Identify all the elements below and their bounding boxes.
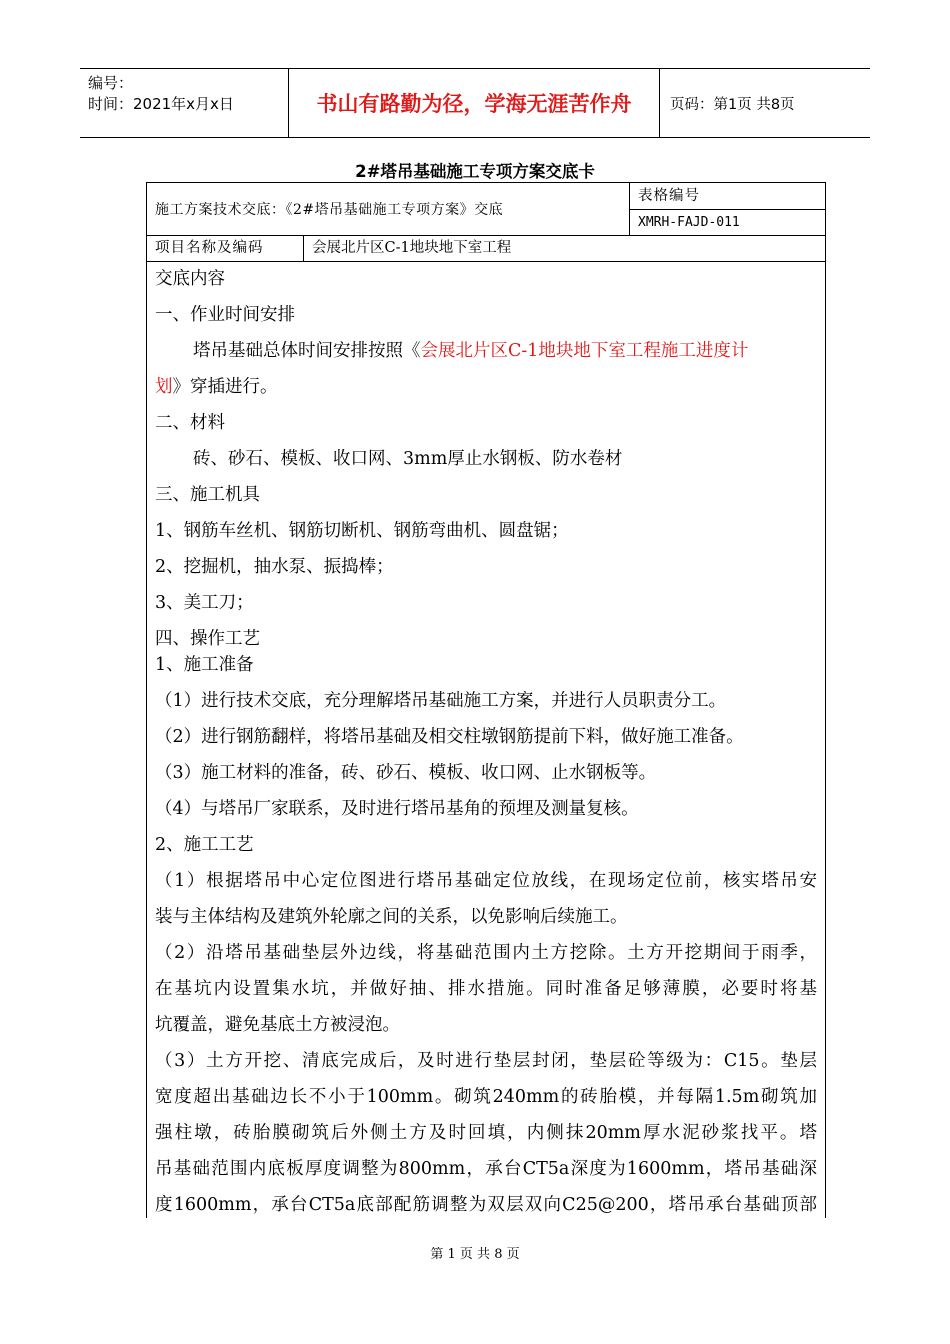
- paragraph-line: （3）土方开挖、清底完成后，及时进行垫层封闭，垫层砼等级为：C15。垫层: [155, 1051, 817, 1071]
- list-item: （1）进行技术交底，充分理解塔吊基础施工方案，并进行人员职责分工。: [155, 691, 727, 711]
- document-title: 2#塔吊基础施工专项方案交底卡: [355, 162, 595, 181]
- scheme-label: 施工方案技术交底：《2#塔吊基础施工专项方案》交底: [147, 183, 630, 235]
- list-item: （3）施工材料的准备，砖、砂石、模板、收口网、止水钢板等。: [155, 763, 657, 783]
- project-label: 项目名称及编码: [147, 235, 304, 261]
- paragraph-line: 在基坑内设置集水坑，并做好抽、排水措施。同时准备足够薄膜，必要时将基: [155, 979, 817, 999]
- content-heading: 交底内容: [155, 269, 225, 289]
- subsection-heading: 1、施工准备: [155, 655, 254, 675]
- header-motto: 书山有路勤为径，学海无涯苦作舟: [289, 69, 660, 137]
- paragraph-line: 砖、砂石、模板、收口网、3mm厚止水钢板、防水卷材: [193, 449, 623, 469]
- list-item: 3、美工刀；: [155, 593, 254, 613]
- briefing-table: [146, 182, 826, 1218]
- list-item: 2、挖掘机，抽水泵、振捣棒；: [155, 557, 394, 577]
- paragraph-line: 宽度超出基础边长不小于100mm。砌筑240mm的砖胎模，并每隔1.5m砌筑加: [155, 1087, 817, 1107]
- paragraph-line: 度1600mm，承台CT5a底部配筋调整为双层双向C25@200，塔吊承台基础顶部: [155, 1195, 817, 1215]
- section-heading: 一、作业时间安排: [155, 305, 295, 325]
- page-footer: 第 1 页 共 8 页: [430, 1247, 520, 1262]
- list-item: （2）进行钢筋翻样，将塔吊基础及相交柱墩钢筋提前下料，做好施工准备。: [155, 727, 744, 747]
- time-label: 时间：2021年x月x日: [88, 95, 234, 113]
- paragraph-line: 坑覆盖，避免基底土方被浸泡。: [155, 1015, 400, 1035]
- paragraph-line: 吊基础范围内底板厚度调整为800mm，承台CT5a深度为1600mm，塔吊基础深: [155, 1159, 817, 1179]
- form-number-value: XMRH-FAJD-011: [638, 215, 740, 230]
- project-row: [147, 235, 825, 262]
- paragraph-line: 装与主体结构及建筑外轮廓之间的关系，以免影响后续施工。: [155, 907, 628, 927]
- schedule-reference: 会展北片区C-1地块地下室工程施工进度计: [420, 341, 749, 361]
- section-heading: 二、材料: [155, 413, 225, 433]
- section-heading: 三、施工机具: [155, 485, 260, 505]
- project-value: 会展北片区C-1地块地下室工程: [312, 240, 512, 256]
- header-meta: [80, 69, 289, 137]
- header-page-info: 页码：第1页 共8页: [670, 96, 795, 113]
- form-number-cell: [630, 183, 825, 235]
- section-heading: 四、操作工艺: [155, 629, 260, 649]
- list-item: 1、钢筋车丝机、钢筋切断机、钢筋弯曲机、圆盘锯；: [155, 521, 569, 541]
- list-item: （4）与塔吊厂家联系，及时进行塔吊基角的预埋及测量复核。: [155, 799, 639, 819]
- paragraph-line: 划》穿插进行。: [155, 377, 278, 397]
- subsection-heading: 2、施工工艺: [155, 835, 254, 855]
- code-label: 编号：: [88, 74, 134, 92]
- form-number-label: 表格编号: [630, 183, 825, 210]
- paragraph-line: 强柱墩，砖胎膜砌筑后外侧土方及时回填，内侧抹20mm厚水泥砂浆找平。塔: [155, 1123, 817, 1143]
- paragraph-line: （1）根据塔吊中心定位图进行塔吊基础定位放线，在现场定位前，核实塔吊安: [155, 871, 817, 891]
- paragraph-line: 塔吊基础总体时间安排按照《会展北片区C-1地块地下室工程施工进度计: [193, 341, 749, 361]
- page-header: [80, 68, 870, 138]
- scheme-row: [147, 183, 825, 236]
- paragraph-line: （2）沿塔吊基础垫层外边线，将基础范围内土方挖除。土方开挖期间于雨季，: [155, 943, 817, 963]
